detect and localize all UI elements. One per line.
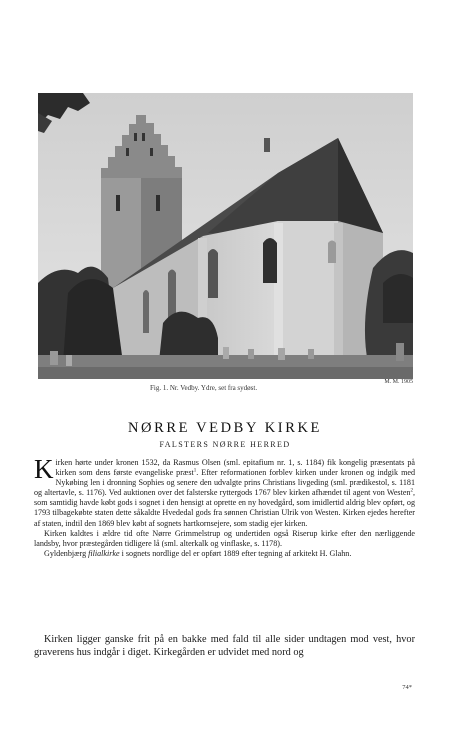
page-title: NØRRE VEDBY KIRKE [127, 420, 323, 436]
main-text [34, 633, 415, 660]
photo-credit: M. M. 1905 [384, 379, 413, 385]
paragraph-location: Kirken ligger ganske frit på en bakke med fald til alle sider undtagen mod vest, hvor graverens hus indgår i diget. Kirkegården er udvidet med nord og [34, 634, 415, 659]
paragraph-history: Kirken hørte under kronen 1532, da Rasmus Olsen (sml. epitafium nr. 1, s. 1184) fik kongelig præsentats på kirken som dens første evangeliske præst$^1$. Efter reformationen forblev kirken under kronen og indgik med Nykøbing len i dronning Sophies og senere den udvalgte prins Christians livgeding (sml. prædikestol, s. 1181 og altertavle, s. 1176). Ved auktionen over det falsterske ryttergods 1767 blev kirken afhændet til agent von Westen$^2$, som samtidig havde købt gods i sognet i den hensigt at oprette en ny hovedgård, som imidlertid aldrig blev opført, og 1793 tilbagekøbte staten dette såkaldte Hvededal gods fra sønnen Christian Ulrik von Westen. Kirken ejedes herefter af staten, indtil den 1869 blev købt af sognets hartkornsejere, som stadig ejer kirken. [34, 454, 415, 528]
page-subtitle: FALSTERS NØRRE HERRED [159, 440, 291, 449]
paragraph-filial: Gyldenbjærg filialkirke i sognets nordlige del er opført 1889 efter tegning af arkitekt H. Glahn. [44, 548, 352, 558]
drop-cap: K [34, 454, 54, 484]
footnote-ref-2: 2 [410, 488, 413, 494]
church-photograph [38, 93, 413, 379]
footnote-ref-1: 1 [193, 468, 197, 474]
caption-text: Fig. 1. Nr. Vedby. Ydre, set fra sydøst. [150, 384, 258, 392]
page-number: 74* [402, 684, 412, 691]
paragraph-names: Kirken kaldtes i ældre tid ofte Nørre Grimmelstrup og undertiden også Riserup kirke efter den nærliggende landsby, hvor præstegården tidligere lå (sml. alterkalk og vinflaske, s. 1178). [34, 528, 415, 548]
intro-text [34, 454, 415, 559]
